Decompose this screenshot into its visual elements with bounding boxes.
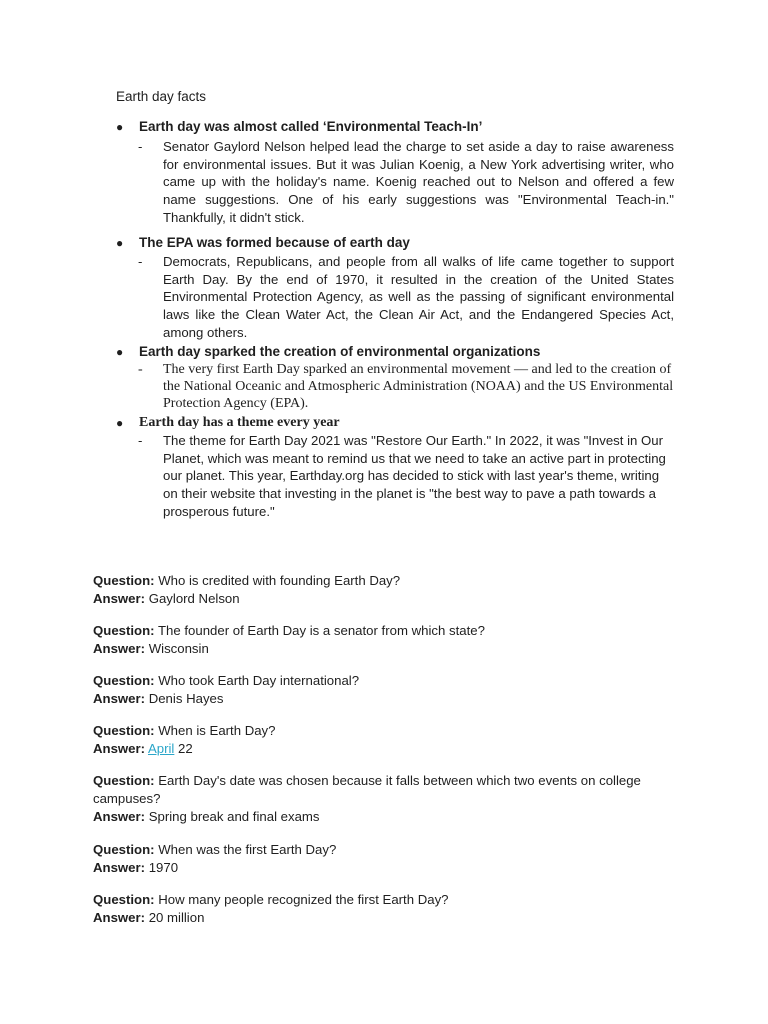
- question-label: Question:: [93, 842, 155, 857]
- document-page: Earth day facts ● Earth day was almost called ‘Environmental Teach-In’ - Senator Gaylord Nelson helped lead the charge to set aside a day to raise awareness for environmental issues. But it was Julian Koenig, a New York advertising writer, who came up with the holiday's name. Koenig reached out to Nelson and offered a few name suggestions. One of his early suggestions was "Environmental Teach-in." Thankfully, it didn't stick. ● The EPA was formed because of earth day - Democrats, Republicans, and people from all walks of life came together to support Earth Day. By the end of 1970, it resulted in the creation of the United States Environmental Protection Agency, as well as the passing of significant environmental laws like the Clean Water Act, the Clean Air Act, and the Endangered Species Act, among others. ● Earth day sparked the creation of environmental organizations - The very first Earth Day sparked an environmental movement — and led to the creation of the National Oceanic and Atmospheric Administration (NOAA) and the US Environmental Protection Agency (EPA). ● Earth day has a theme every year - The theme for Earth Day 2021 was "Restore Our Earth." In 2022, it was "Invest in Our Planet, which was meant to remind us that we need to take an active part in protecting our planet. This year, Earthday.org has decided to stick with last year's theme, writing on their website that investing in the planet is "the best way to pave a path towards a prosperous future." Question: Who is credited with founding Earth Day? Answer: Gaylord Nelson Question: The founder of Earth Day is a senator from which state? Answer: Wisconsin Question: Who took Earth Day international? Answer: Denis Hayes Question: When is Earth Day? Answer: April 22 Question: Earth Day's date was chosen because it falls between which two events on college campuses? Answer: Spring break and final exams Question: When was the first Earth Day? Answer: 1970 Question: How many people recognized the first Earth Day? Answer: 20 million: [93, 89, 674, 925]
- qa-item-5: [93, 772, 653, 826]
- answer-label: Answer:: [93, 591, 146, 606]
- question-text: When was the first Earth Day?: [158, 842, 337, 857]
- answer-text: Gaylord Nelson: [148, 591, 240, 606]
- question-text: How many people recognized the first Earth Day?: [158, 892, 449, 907]
- document-title: Earth day facts: [116, 89, 207, 104]
- question-text: The founder of Earth Day is a senator from which state?: [157, 623, 485, 638]
- question-text: Who took Earth Day international?: [158, 673, 360, 688]
- april-link[interactable]: April: [147, 741, 175, 756]
- question-text: Earth Day's date was chosen because it falls between which two events on college campuses?: [93, 773, 641, 806]
- question-label: Question:: [93, 892, 155, 907]
- answer-text: 1970: [148, 860, 179, 875]
- answer-label: Answer:: [93, 741, 146, 756]
- dash-marker: -: [138, 254, 143, 269]
- question-text: Who is credited with founding Earth Day?: [158, 573, 401, 588]
- qa-item-2: [93, 622, 653, 658]
- qa-item-4: [93, 722, 653, 758]
- dash-marker: -: [138, 139, 143, 154]
- question-label: Question:: [93, 673, 155, 688]
- qa-item-6: [93, 841, 653, 877]
- qa-item-7: [93, 891, 653, 927]
- answer-label: Answer:: [93, 641, 146, 656]
- answer-text: Spring break and final exams: [148, 809, 320, 824]
- question-label: Question:: [93, 623, 155, 638]
- answer-label: Answer:: [93, 860, 146, 875]
- answer-text: Denis Hayes: [148, 691, 224, 706]
- question-label: Question:: [93, 573, 155, 588]
- answer-text: Wisconsin: [148, 641, 209, 656]
- qa-item-1: [93, 572, 653, 608]
- answer-text: 20 million: [148, 910, 205, 925]
- bullet-icon: ●: [116, 236, 124, 250]
- question-text: When is Earth Day?: [158, 723, 276, 738]
- question-label: Question:: [93, 723, 155, 738]
- bullet-icon: ●: [116, 345, 124, 359]
- bullet-icon: ●: [116, 416, 124, 430]
- answer-label: Answer:: [93, 910, 146, 925]
- answer-text: 22: [178, 741, 193, 756]
- answer-label: Answer:: [93, 691, 146, 706]
- bullet-icon: ●: [116, 120, 124, 134]
- dash-marker: -: [138, 433, 143, 448]
- dash-marker: -: [138, 362, 143, 377]
- answer-label: Answer:: [93, 809, 146, 824]
- question-label: Question:: [93, 773, 155, 788]
- qa-item-3: [93, 672, 653, 708]
